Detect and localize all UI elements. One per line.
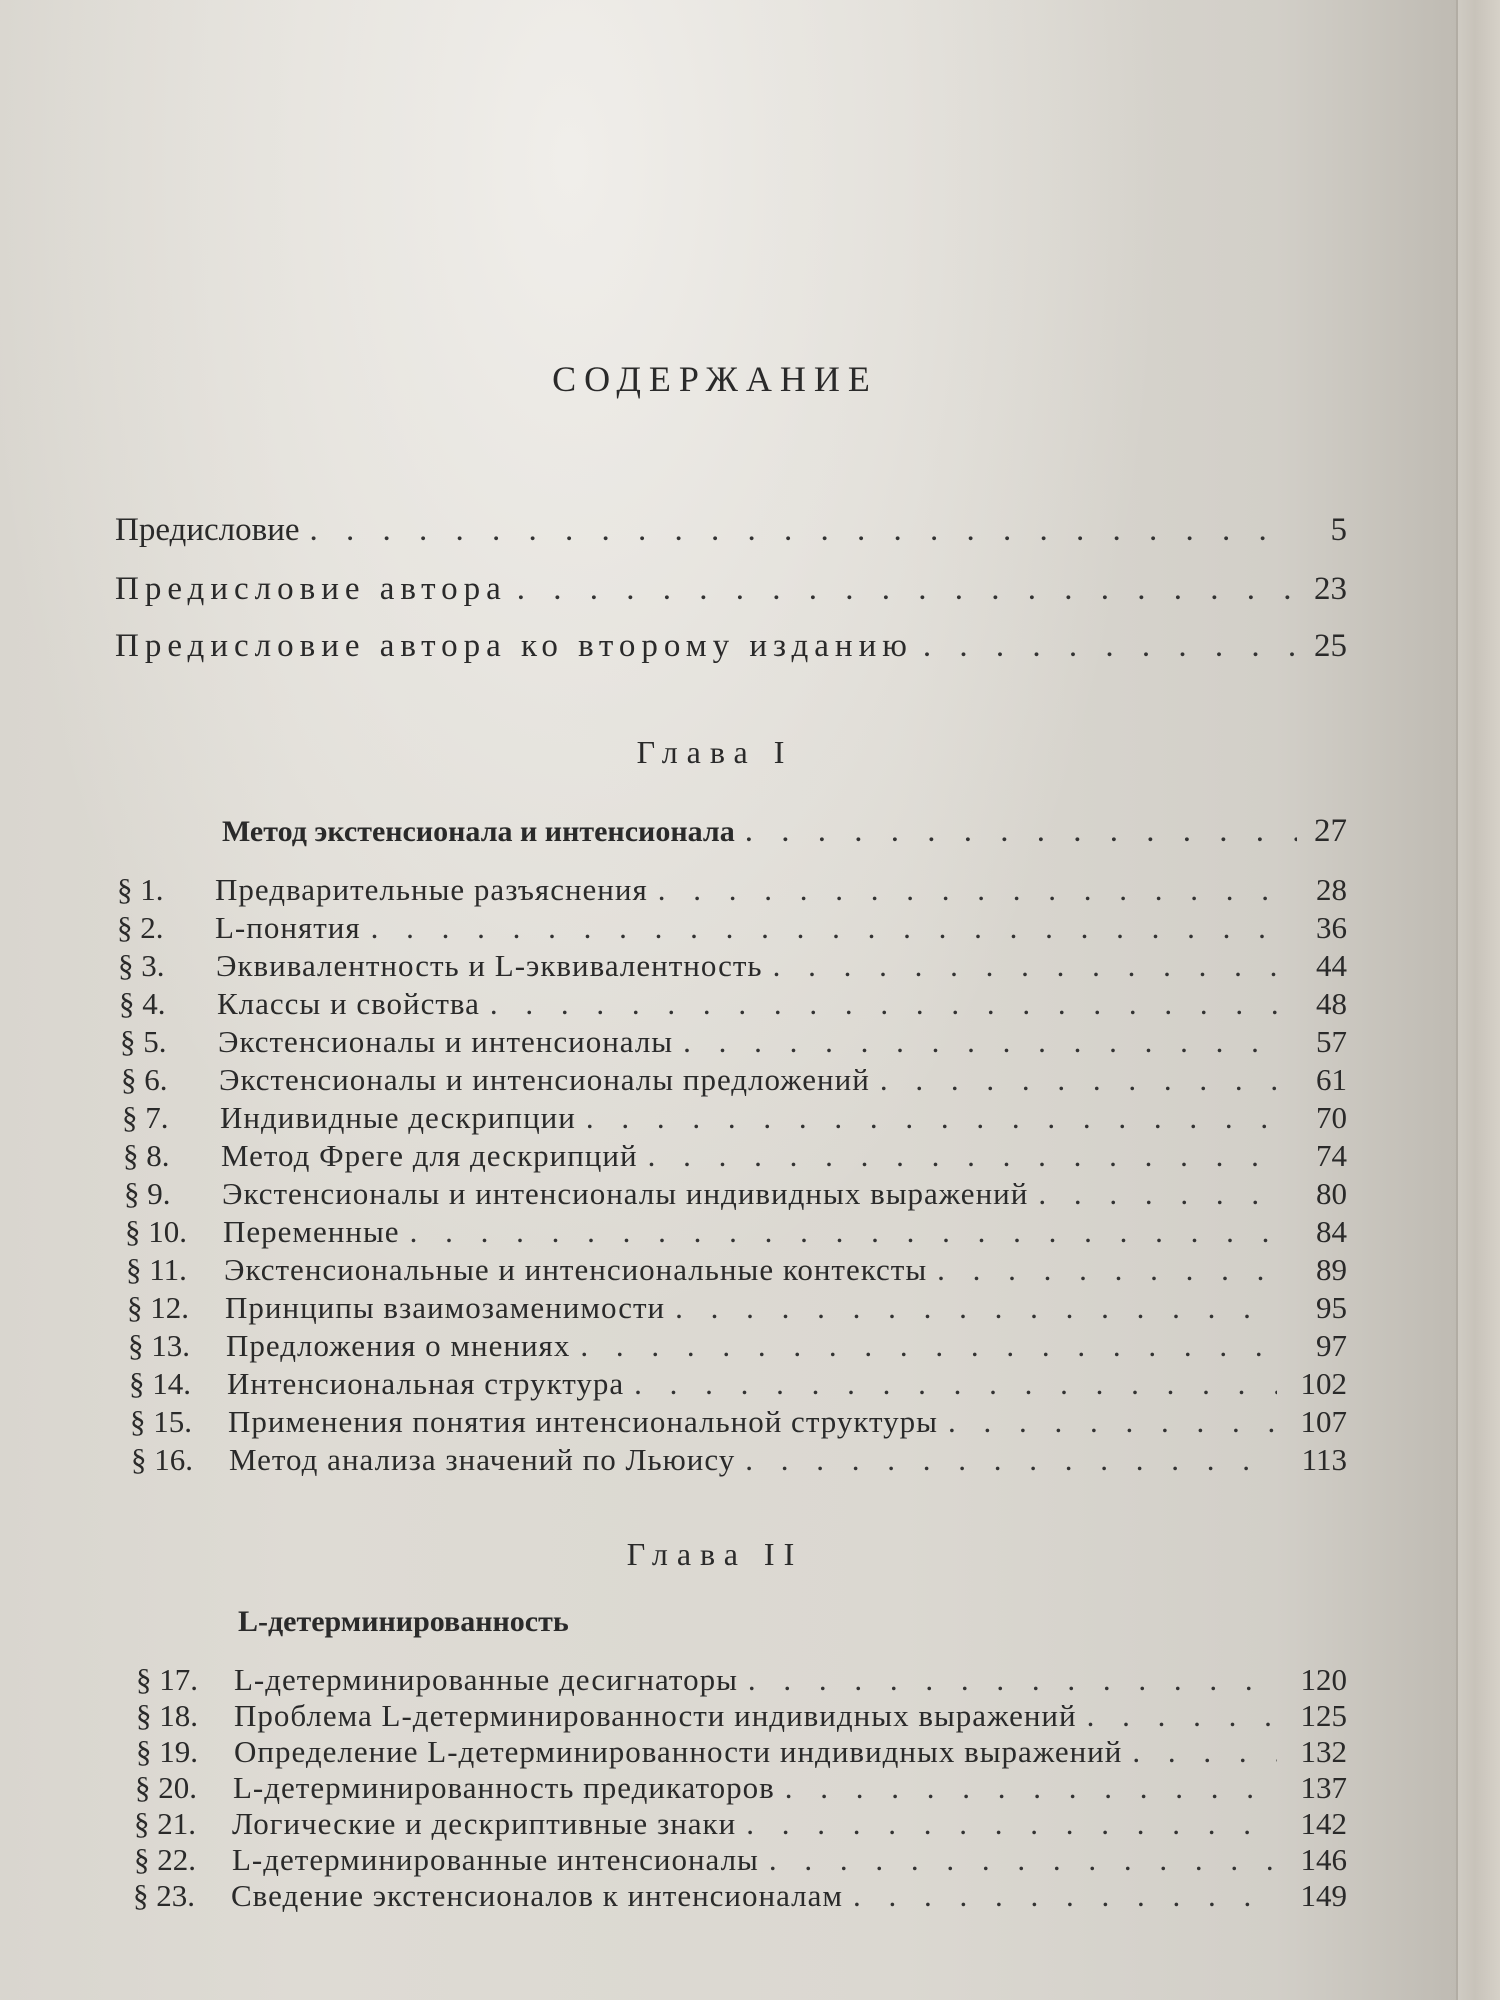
toc-section: § 11. Экстенсиональные и интенсиональные контексты . . . 89 [126,1254,1347,1285]
leader-dots [586,1102,1277,1133]
chapter-1-heading: Глава I [636,734,794,770]
toc-entry-author-preface: Предисловие автора . . . 23 [115,571,1347,608]
toc-section: § 14. Интенсиональная структура . . . 102 [129,1368,1347,1399]
leader-dots [853,1880,1277,1911]
toc-section: § 2. L-понятия . . . 36 [117,912,1347,943]
toc-section: § 8. Метод Фреге для дескрипций . . . 74 [123,1140,1347,1171]
toc-section: § 10. Переменные . . . 84 [125,1216,1347,1247]
toc-section: § 6. Экстенсионалы и интенсионалы предложений . . . 61 [121,1064,1347,1095]
toc-section: § 19. Определение L-детерминированности индивидных выражений . . . 132 [136,1736,1347,1767]
leader-dots [310,512,1298,549]
leader-dots [773,950,1277,981]
leader-dots [410,1216,1277,1247]
toc-section: § 20. L-детерминированность предикаторов . . . 137 [135,1772,1347,1803]
adjacent-page-edge [1456,0,1500,2000]
leader-dots [1038,1178,1277,1209]
toc-section: § 21. Логические и дескриптивные знаки . . . 142 [134,1808,1347,1839]
leader-dots [683,1026,1277,1057]
leader-dots [937,1254,1277,1285]
leader-dots [880,1064,1277,1095]
toc-section: § 9. Экстенсионалы и интенсионалы индивидных выражений . . . 80 [124,1178,1347,1209]
toc-section: § 7. Индивидные дескрипции . . . 70 [122,1102,1347,1133]
chapter-1-subtitle-row: Метод экстенсионала и интенсионала . . . 27 [222,813,1347,850]
leader-dots [517,571,1297,608]
leader-dots [769,1844,1277,1875]
toc-section: § 12. Принципы взаимозаменимости . . . 95 [127,1292,1347,1323]
leader-dots [948,1406,1277,1437]
toc-section: § 22. L-детерминированные интенсионалы . . . 146 [134,1844,1347,1875]
leader-dots [745,813,1297,850]
toc-entry-preface: Предисловие . . . 5 [115,512,1347,549]
toc-title: СОДЕРЖАНИЕ [552,359,878,399]
leader-dots [658,874,1277,905]
toc-section: § 18. Проблема L-детерминированности индивидных выражений . . . 125 [136,1700,1347,1731]
toc-section: § 13. Предложения о мнениях . . . 97 [128,1330,1347,1361]
toc-section: § 23. Сведение экстенсионалов к интенсионалам . . . 149 [133,1880,1347,1911]
leader-dots [923,628,1297,665]
leader-dots [1087,1700,1277,1731]
toc-section: § 16. Метод анализа значений по Льюису . . . 113 [131,1444,1347,1475]
toc-section: § 1. Предварительные разъяснения . . . 28 [117,874,1347,905]
toc-section: § 15. Применения понятия интенсиональной структуры . . . 107 [130,1406,1347,1437]
chapter-2-subtitle: L-детерминированность [238,1605,569,1638]
leader-dots [675,1292,1277,1323]
toc-section: § 5. Экстенсионалы и интенсионалы . . . 57 [120,1026,1347,1057]
toc-entry-second-edition-preface: Предисловие автора ко второму изданию . . . 25 [115,628,1347,665]
leader-dots [748,1664,1277,1695]
toc-section: § 3. Эквивалентность и L-эквивалентность . . . 44 [118,950,1347,981]
leader-dots [371,912,1277,943]
leader-dots [580,1330,1277,1361]
leader-dots [648,1140,1277,1171]
leader-dots [1132,1736,1277,1767]
toc-section: § 4. Классы и свойства . . . 48 [119,988,1347,1019]
leader-dots [634,1368,1277,1399]
leader-dots [745,1444,1277,1475]
leader-dots [746,1808,1277,1839]
leader-dots [490,988,1277,1019]
chapter-1-subtitle: Метод экстенсионала и интенсионала [222,815,735,848]
toc-section: § 17. L-детерминированные десигнаторы . . . 120 [136,1664,1347,1695]
chapter-2-heading: Глава II [626,1536,804,1572]
leader-dots [785,1772,1277,1803]
